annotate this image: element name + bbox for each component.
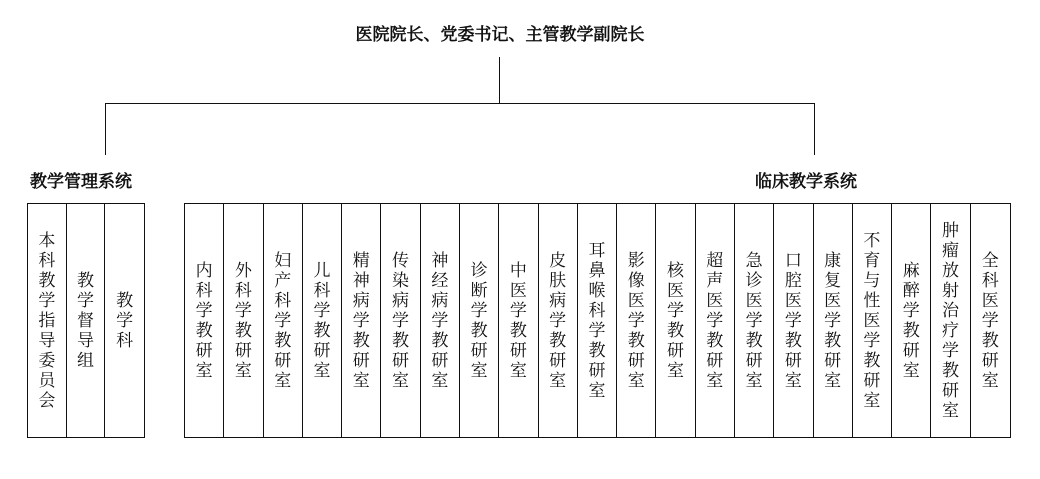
- teaching-office-7: [421, 204, 460, 437]
- teaching-office-18: [853, 204, 892, 437]
- teaching-office-5: [342, 204, 381, 437]
- management-unit-label: 教学科: [116, 290, 134, 351]
- teaching-office-13: [656, 204, 695, 437]
- teaching-office-label: 麻醉学教研室: [902, 260, 920, 381]
- teaching-office-16: [774, 204, 813, 437]
- management-unit-3: [105, 204, 144, 437]
- teaching-office-21: [971, 204, 1010, 437]
- teaching-office-19: [892, 204, 931, 437]
- connector-trunk: [499, 57, 500, 104]
- teaching-office-label: 传染病学教研室: [392, 250, 410, 391]
- teaching-management-units: [27, 203, 145, 438]
- teaching-office-20: [931, 204, 970, 437]
- management-unit-label: 本科教学指导委员会: [38, 230, 56, 411]
- teaching-office-4: [303, 204, 342, 437]
- teaching-management-title: 教学管理系统: [30, 172, 132, 192]
- management-unit-label: 教学督导组: [76, 270, 94, 371]
- teaching-office-1: [185, 204, 224, 437]
- connector-left-drop: [105, 103, 106, 155]
- teaching-office-label: 核医学教研室: [667, 260, 684, 381]
- teaching-office-label: 超声医学教研室: [706, 250, 724, 391]
- teaching-office-label: 精神病学教研室: [352, 250, 370, 391]
- teaching-office-label: 神经病学教研室: [431, 250, 449, 391]
- top-leadership-title: 医院院长、党委书记、主管教学副院长: [355, 25, 645, 45]
- teaching-office-12: [617, 204, 656, 437]
- teaching-office-6: [381, 204, 420, 437]
- teaching-office-label: 儿科学教研室: [313, 260, 331, 381]
- teaching-office-label: 内科学教研室: [195, 260, 213, 381]
- clinical-teaching-title: 临床教学系统: [755, 172, 857, 192]
- teaching-office-2: [224, 204, 263, 437]
- teaching-office-label: 耳鼻喉科学教研室: [588, 240, 606, 401]
- clinical-teaching-units: [184, 203, 1011, 438]
- connector-horizontal: [105, 103, 815, 104]
- teaching-office-label: 康复医学教研室: [824, 250, 842, 391]
- teaching-office-label: 诊断学教研室: [470, 260, 488, 381]
- teaching-office-label: 口腔医学教研室: [784, 250, 802, 391]
- teaching-office-label: 外科学教研室: [234, 260, 252, 381]
- connector-right-drop: [814, 103, 815, 155]
- teaching-office-label: 影像医学教研室: [627, 250, 645, 391]
- management-unit-2: [67, 204, 106, 437]
- teaching-office-label: 不育与性医学教研室: [863, 230, 881, 411]
- teaching-office-label: 肿瘤放射治疗学教研室: [941, 220, 959, 421]
- teaching-office-8: [460, 204, 499, 437]
- management-unit-1: [28, 204, 67, 437]
- teaching-office-9: [499, 204, 538, 437]
- teaching-office-label: 全科医学教研室: [981, 250, 999, 391]
- teaching-office-3: [264, 204, 303, 437]
- teaching-office-10: [539, 204, 578, 437]
- teaching-office-11: [578, 204, 617, 437]
- teaching-office-14: [696, 204, 735, 437]
- teaching-office-label: 妇产科学教研室: [274, 250, 292, 391]
- teaching-office-label: 皮肤病学教研室: [549, 250, 567, 391]
- teaching-office-15: [735, 204, 774, 437]
- teaching-office-label: 中医学教研室: [509, 260, 527, 381]
- teaching-office-label: 急诊医学教研室: [745, 250, 763, 391]
- teaching-office-17: [814, 204, 853, 437]
